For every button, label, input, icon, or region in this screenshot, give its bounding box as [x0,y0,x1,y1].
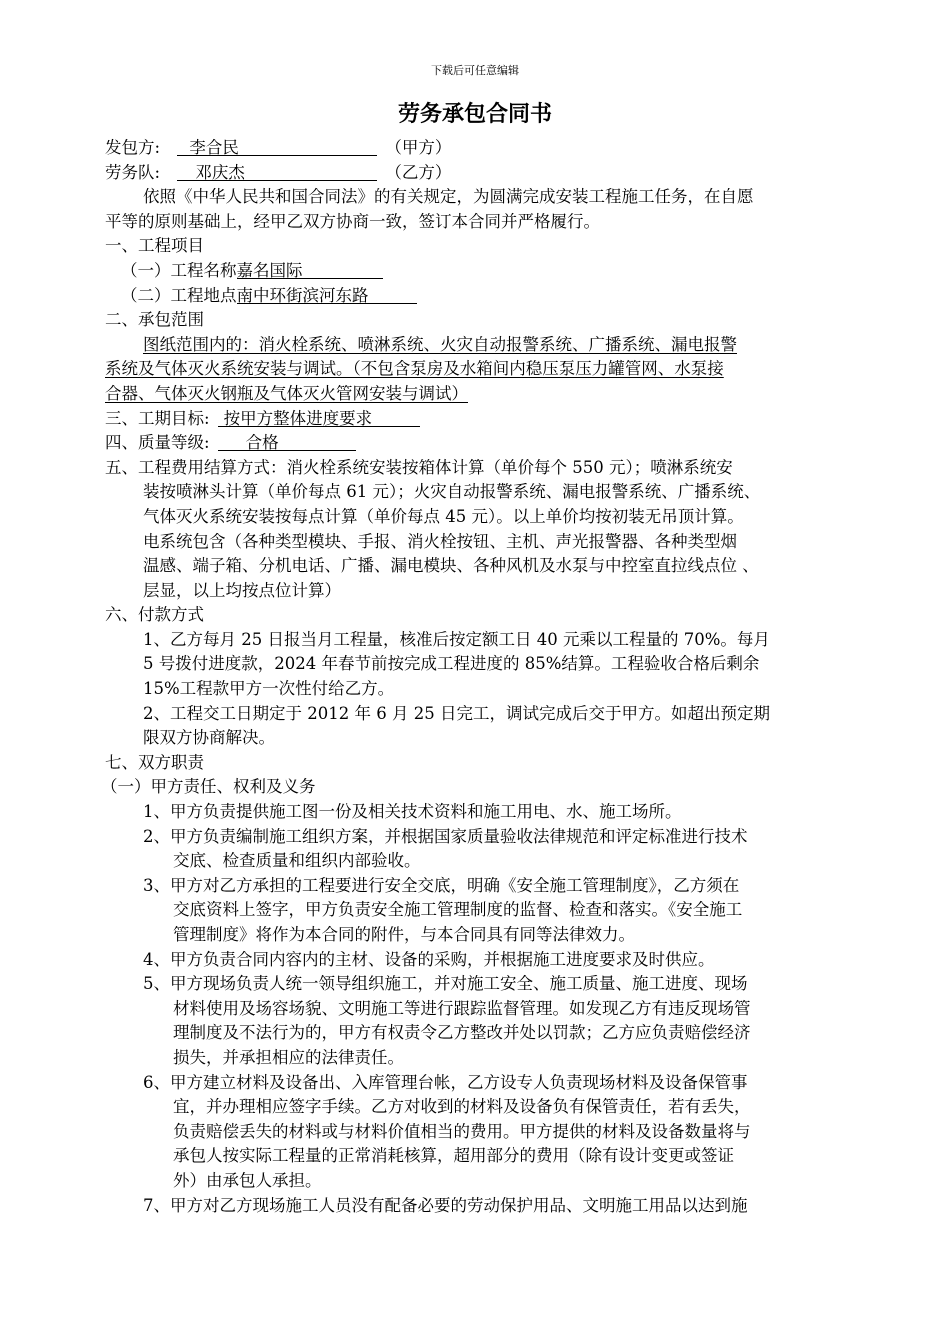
duty-3-line-3: 管理制度》将作为本合同的附件，与本合同具有同等法律效力。 [173,925,635,944]
section-4-label: 四、质量等级: [105,433,210,453]
duty-3-line-1: 3、甲方对乙方承担的工程要进行安全交底，明确《安全施工管理制度》，乙方须在 [143,875,740,895]
section-2-heading: 二、承包范围 [105,310,204,330]
scope-line-3 [105,382,853,407]
payment-line-1: 1、乙方每月 25 日报当月工程量，核准后按定额工日 40 元乘以工程量的 70%。每月 [143,629,770,649]
scope-text-1: 图纸范围内的：消火栓系统、喷淋系统、火灾自动报警系统、广播系统、漏电报警 [143,334,737,354]
contract-body [101,136,853,1218]
section-3-value: 按甲方整体进度要求 [223,408,373,428]
project-name-line [105,259,853,284]
party-a-line [105,136,853,161]
duty-5-line-4: 损失，并承担相应的法律责任。 [173,1047,404,1067]
duty-5-line-3: 理制度及不法行为的，甲方有权责令乙方整改并处以罚款；乙方应负责赔偿经济 [173,1023,751,1043]
section-6-heading: 六、付款方式 [105,605,204,625]
section-5-line-1: 五、工程费用结算方式：消火栓系统安装按箱体计算（单价每个 550 元）；喷淋系统安 [105,457,733,477]
duty-5-line-1: 5、甲方现场负责人统一领导组织施工，并对施工安全、施工质量、施工进度、现场 [143,974,748,994]
party-b-suffix: （乙方） [385,162,452,182]
section-5-line-6: 层显，以上均按点位计算） [143,580,341,600]
section-7-heading: 七、双方职责 [105,752,204,772]
section-5-line-3: 气体灭火系统安装按每点计算（单价每点 45 元）。以上单价均按初装无吊顶计算。 [143,506,744,526]
intro-line-2: 平等的原则基础上，经甲乙双方协商一致，签订本合同并严格履行。 [105,211,600,231]
section-5-line-4: 电系统包含（各种类型模块、手报、消火栓按钮、主机、声光报警器、各种类型烟 [143,531,737,551]
section-3-label: 三、工期目标: [105,408,210,428]
section-4-value: 合格 [245,433,279,453]
party-b-blank [177,161,377,181]
duty-2-line-1: 2、甲方负责编制施工组织方案，并根据国家质量验收法律规范和评定标准进行技术 [143,826,748,846]
party-b-line [105,161,853,186]
payment-line-2: 5 号拨付进度款，2024 年春节前按完成工程进度的 85%结算。工程验收合格后剩余 [143,654,760,674]
project-location-value: 南中环街滨河东路 [236,285,369,305]
project-location-label: （二）工程地点 [121,285,237,305]
duty-2-line-2: 交底、检查质量和组织内部验收。 [173,851,421,871]
scope-line-2 [105,357,853,382]
scope-text-3: 合器、气体灭火钢瓶及气体灭火管网安装与调试） [105,383,468,403]
party-a-label: 发包方: [105,138,161,157]
duty-1-line-1: 1、甲方负责提供施工图一份及相关技术资料和施工用电、水、施工场所。 [143,802,682,822]
duty-6-line-4: 承包人按实际工程量的正常消耗核算，超用部分的费用（除有设计变更或签证 [173,1146,734,1166]
duty-3-line-2: 交底资料上签字，甲方负责安全施工管理制度的监督、检查和落实。《安全施工 [173,900,743,920]
project-location-line [105,284,853,309]
project-name-label: （一）工程名称 [121,260,237,280]
section-3-line [105,407,853,432]
section-4-line [105,431,853,456]
section-5-line-5: 温感、端子箱、分机电话、广播、漏电模块、各种风机及水泵与中控室直拉线点位 、 [143,556,759,576]
duty-7-line-1: 7、甲方对乙方现场施工人员没有配备必要的劳动保护用品、文明施工用品以达到施 [143,1195,748,1215]
page-title: 劳务承包合同书 [397,101,552,127]
party-b-label: 劳务队: [105,162,161,182]
section-7-sub-heading: （一）甲方责任、权利及义务 [101,777,316,797]
scope-text-2: 系统及气体灭火系统安装与调试。（不包含泵房及水箱间内稳压泵压力罐管网、水泵接 [105,359,724,379]
party-a-blank [177,136,377,156]
section-5-line-2: 装按喷淋头计算（单价每点 61 元）；火灾自动报警系统、漏电报警系统、广播系统、 [143,482,761,502]
section-1-heading: 一、工程项目 [105,236,204,256]
project-location-blank [237,284,417,304]
party-a-suffix: （甲方） [385,138,452,157]
project-name-blank [237,259,383,279]
section-4-blank [218,431,356,451]
intro-line-1: 依照《中华人民共和国合同法》的有关规定，为圆满完成安装工程施工任务，在自愿 [143,187,754,207]
payment-line-4: 2、工程交工日期定于 2012 年 6 月 25 日完工，调试完成后交于甲方。如超出预定期 [143,703,770,723]
header-note: 下载后可任意编辑 [431,64,519,77]
scope-line-1 [105,333,853,358]
section-3-blank [218,407,420,427]
payment-line-5: 限双方协商解决。 [143,728,275,748]
duty-4-line-1: 4、甲方负责合同内容内的主材、设备的采购，并根据施工进度要求及时供应。 [143,949,715,969]
party-b-value: 邓庆杰 [195,162,245,182]
duty-6-line-2: 宜，并办理相应签字手续。乙方对收到的材料及设备负有保管责任，若有丢失， [173,1097,751,1117]
duty-6-line-1: 6、甲方建立材料及设备出、入库管理台帐，乙方设专人负责现场材料及设备保管事 [143,1072,748,1092]
duty-6-line-5: 外）由承包人承担。 [173,1170,322,1190]
payment-line-3: 15%工程款甲方一次性付给乙方。 [143,679,395,699]
project-name-value: 嘉名国际 [236,260,303,280]
party-a-value: 李合民 [189,138,239,157]
duty-5-line-2: 材料使用及场容场貌、文明施工等进行跟踪监督管理。如发现乙方有违反现场管 [173,998,751,1018]
duty-6-line-3: 负责赔偿丢失的材料或与材料价值相当的费用。甲方提供的材料及设备数量将与 [173,1121,751,1141]
